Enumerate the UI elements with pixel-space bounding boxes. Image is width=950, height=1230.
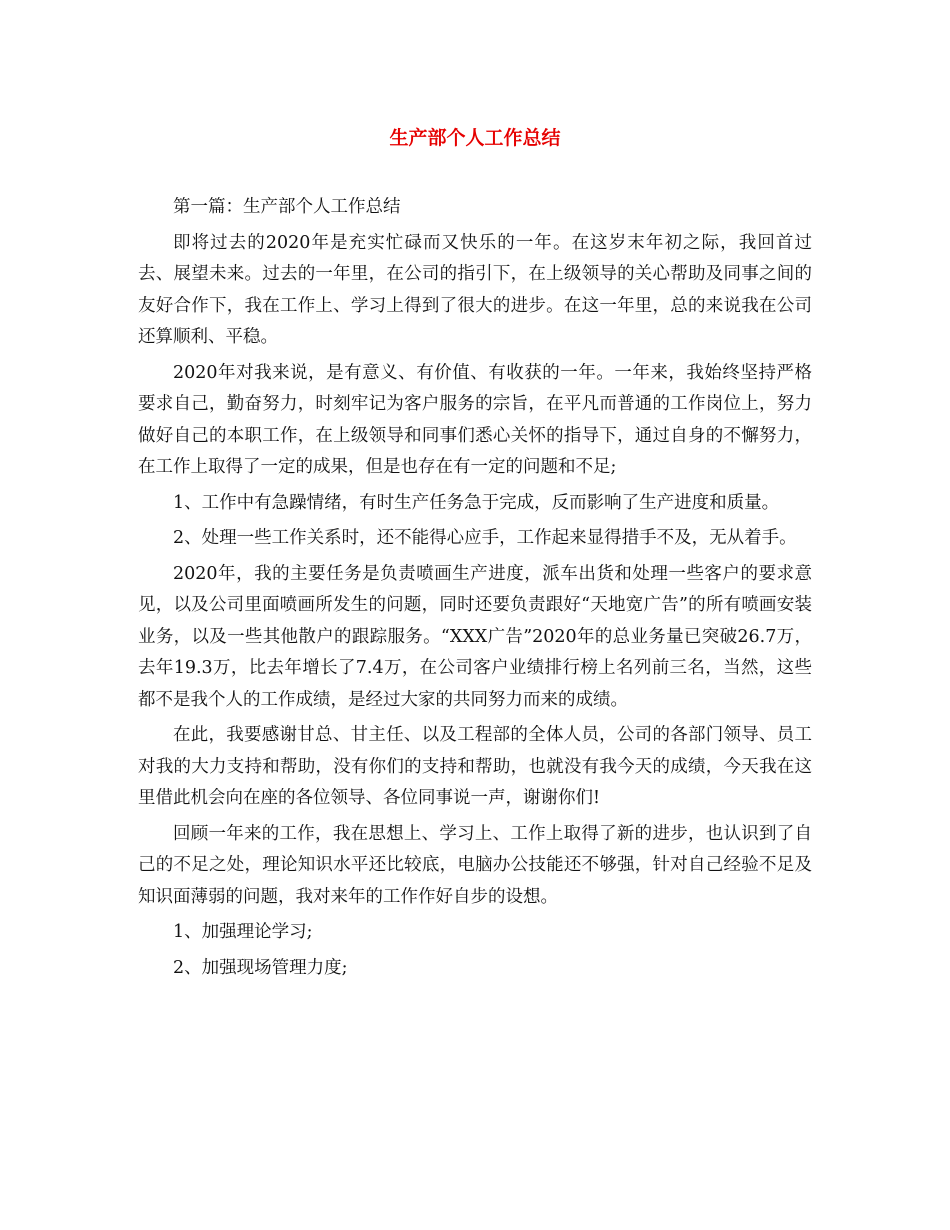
list-item-problem-2: 2、处理一些工作关系时，还不能得心应手，工作起来显得措手不及，无从着手。 — [173, 528, 797, 548]
list-item-plan-2: 2、加强现场管理力度; — [173, 957, 348, 978]
section-heading: 第一篇：生产部个人工作总结 — [173, 197, 401, 217]
paragraph-thanks: 在此，我要感谢甘总、甘主任、以及工程部的全体人员，公司的各部门领导、员工对我的大力支持和帮助，没有你们的支持和帮助，也就没有我今天的成绩，今天我在这里借此机会向在座的各位领导、各位同事说一声，谢谢你们! — [138, 725, 812, 808]
list-item-plan-1: 1、加强理论学习; — [173, 922, 313, 942]
paragraph-review: 回顾一年来的工作，我在思想上、学习上、工作上取得了新的进步，也认识到了自己的不足之处，理论知识水平还比较底，电脑办公技能还不够强，针对自己经验不足及知识面薄弱的问题，我对来年的工作作好自步的设想。 — [138, 823, 812, 907]
paragraph-main-tasks: 2020年，我的主要任务是负责喷画生产进度，派车出货和处理一些客户的要求意见，以及公司里面喷画所发生的问题，同时还要负责跟好“天地宽广告”的所有喷画安装业务，以及一些其他散户的跟踪服务。“XXX广告”2020年的总业务量已突破26.7万，去年19.3万，比去年增长了7.4万，在公司客户业绩排行榜上名列前三名，当然，这些都不是我个人的工作成绩，是经过大家的共同努力而来的成绩。 — [138, 563, 812, 710]
document-title: 生产部个人工作总结 — [389, 127, 561, 149]
paragraph-year-summary: 2020年对我来说，是有意义、有价值、有收获的一年。一年来，我始终坚持严格要求自己，勤奋努力，时刻牢记为客户服务的宗旨，在平凡而普通的工作岗位上，努力做好自己的本职工作，在上级领导和同事们悉心关怀的指导下，通过自身的不懈努力，在工作上取得了一定的成果，但是也存在有一定的问题和不足; — [138, 362, 812, 477]
paragraph-intro: 即将过去的2020年是充实忙碌而又快乐的一年。在这岁末年初之际，我回首过去、展望未来。过去的一年里，在公司的指引下，在上级领导的关心帮助及同事之间的友好合作下，我在工作上、学习上得到了很大的进步。在这一年里，总的来说我在公司还算顺利、平稳。 — [138, 232, 812, 347]
list-item-problem-1: 1、工作中有急躁情绪，有时生产任务急于完成，反而影响了生产进度和质量。 — [173, 492, 780, 513]
document-body — [138, 192, 812, 988]
